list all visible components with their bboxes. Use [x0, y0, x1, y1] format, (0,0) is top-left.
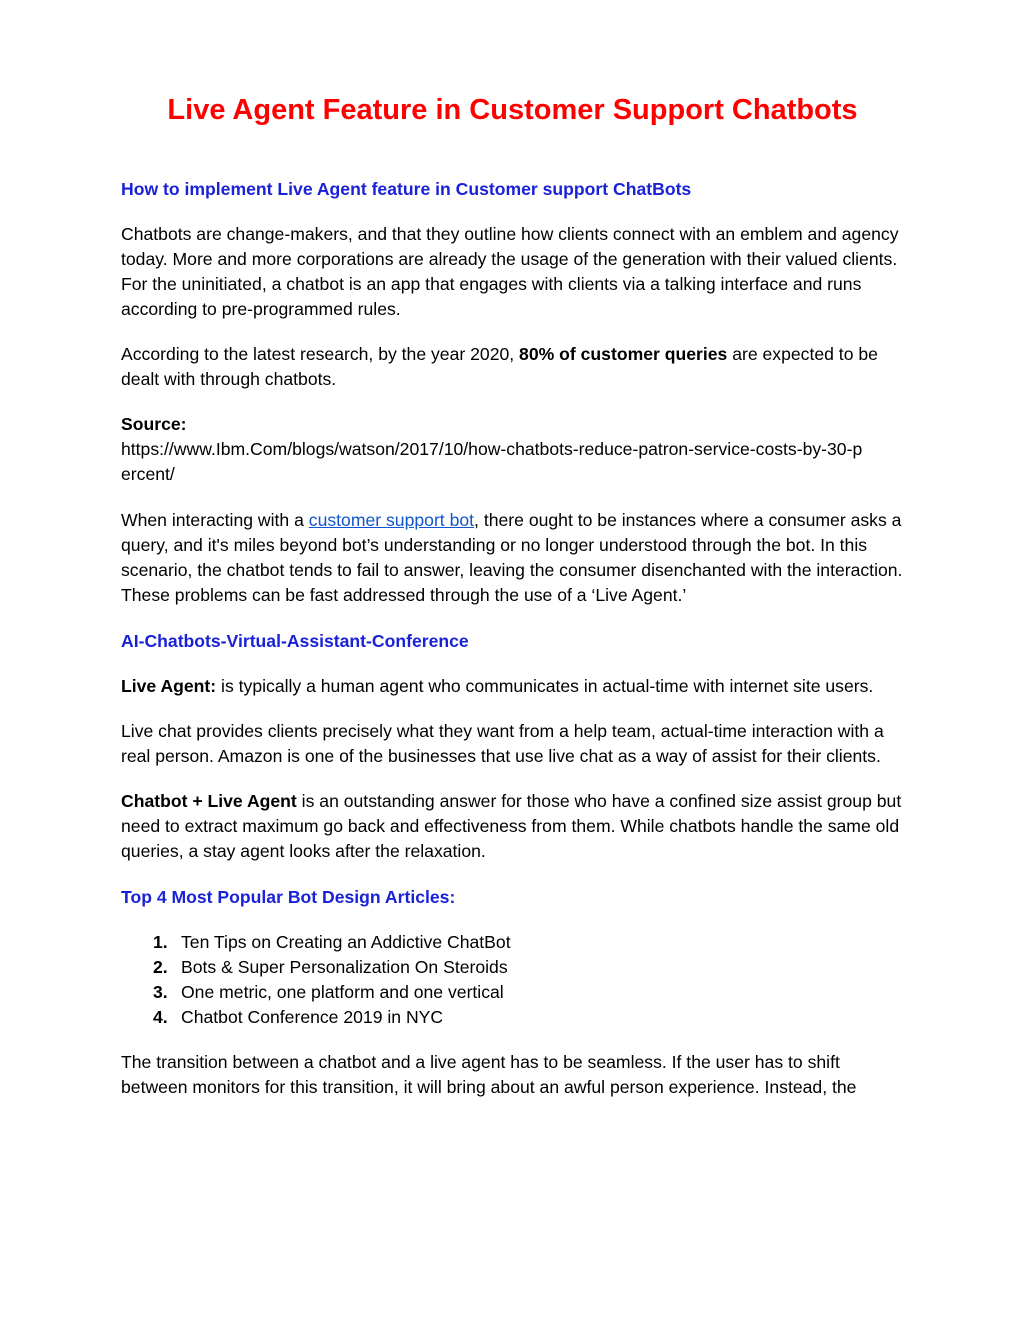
document-title: Live Agent Feature in Customer Support Chatbots: [167, 94, 858, 126]
list-item: [121, 930, 904, 955]
source-label: Source:: [121, 414, 187, 434]
research-text-before: According to the latest research, by the year 2020,: [121, 344, 520, 364]
list-item-text: Bots & Super Personalization On Steroids: [181, 957, 508, 977]
list-item: [121, 1005, 904, 1030]
heading-implement-live-agent: How to implement Live Agent feature in Customer support ChatBots: [121, 179, 692, 199]
list-item-number: 4.: [153, 1007, 168, 1027]
list-item-number: 1.: [153, 932, 168, 952]
research-highlight: 80% of customer queries: [519, 344, 728, 364]
heading-conference: AI-Chatbots-Virtual-Assistant-Conference: [121, 631, 469, 651]
paragraph-transition: The transition between a chatbot and a live agent has to be seamless. If the user has to shift between monitors for this transition, it will bring about an awful person experience. Instead, the: [121, 1052, 857, 1097]
support-text-after: , there ought to be instances where a consumer asks a query, and it's miles beyond bot’s understanding or no longer understood through the bot. In this scenario, the chatbot tends to fail to answer, leaving the consumer disenchanted with the interaction. These problems can be fast addressed through the use of a ‘Live Agent.’: [121, 510, 903, 605]
chatbot-live-agent-term: Chatbot + Live Agent: [121, 791, 297, 811]
paragraph-research: [121, 342, 904, 392]
live-agent-term: Live Agent:: [121, 676, 217, 696]
list-item: [121, 955, 904, 980]
paragraph-customer-support-bot: [121, 508, 904, 608]
support-text-before: When interacting with a: [121, 510, 309, 530]
list-item-text: Chatbot Conference 2019 in NYC: [181, 1007, 444, 1027]
source-url-line-2: ercent/: [121, 464, 175, 484]
chatbot-live-agent-text: is an outstanding answer for those who have a confined size assist group but need to extract maximum go back and effectiveness from them. While chatbots handle the same old queries, a stay agent looks after the relaxation.: [121, 791, 902, 861]
paragraph-live-chat: Live chat provides clients precisely what they want from a help team, actual-time interaction with a real person. Amazon is one of the businesses that use live chat as a way of assist for their clients.: [121, 721, 884, 766]
customer-support-bot-link[interactable]: customer support bot: [308, 510, 475, 530]
source-block: [121, 412, 904, 487]
live-agent-definition-text: is typically a human agent who communicates in actual-time with internet site users.: [216, 676, 874, 696]
list-item-text: One metric, one platform and one vertical: [181, 982, 504, 1002]
paragraph-chatbots-intro: Chatbots are change-makers, and that they outline how clients connect with an emblem and agency today. More and more corporations are already the usage of the generation with their valued clients. For the uninitiated, a chatbot is an app that engages with clients via a talking interface and runs according to pre-programmed rules.: [121, 224, 899, 319]
list-item-number: 3.: [153, 982, 168, 1002]
source-url-line-1: https://www.Ibm.Com/blogs/watson/2017/10/how-chatbots-reduce-patron-service-costs-by-30-p: [121, 439, 863, 459]
list-item-number: 2.: [153, 957, 168, 977]
articles-list: [121, 930, 904, 1030]
paragraph-live-agent-definition: [121, 674, 904, 699]
list-item: [121, 980, 904, 1005]
research-text-after: are expected to be dealt with through chatbots.: [121, 344, 878, 389]
paragraph-chatbot-plus-live-agent: [121, 789, 904, 864]
heading-top-articles: Top 4 Most Popular Bot Design Articles:: [121, 887, 456, 907]
list-item-text: Ten Tips on Creating an Addictive ChatBot: [181, 932, 511, 952]
